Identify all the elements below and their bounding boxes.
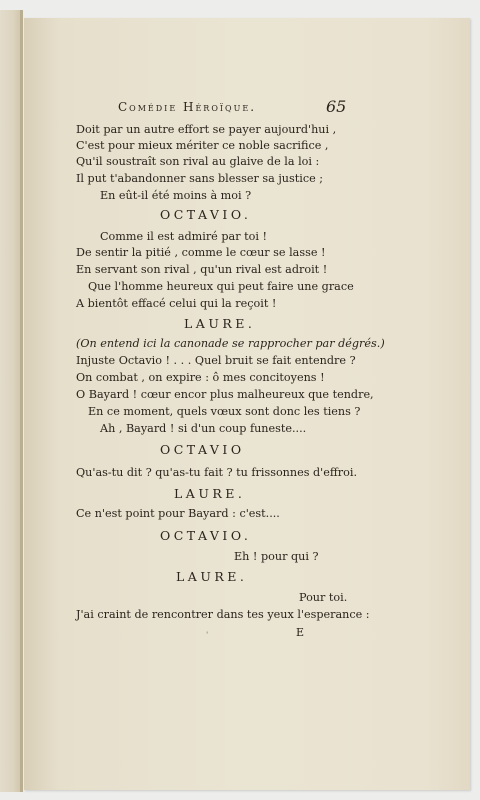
verse-line: En servant son rival , qu'un rival est adroit !	[76, 263, 328, 276]
verse-line: Qu'as-tu dit ? qu'as-tu fait ? tu frissonnes d'effroi.	[76, 466, 358, 479]
verse-line: Eh ! pour qui ?	[234, 550, 319, 563]
speaker-name: OCTAVIO.	[160, 207, 252, 222]
book-page	[24, 18, 470, 790]
speaker-name: LAURE.	[174, 486, 246, 501]
gutter-shadow	[20, 10, 23, 792]
verse-line: C'est pour mieux mériter ce noble sacrifice ,	[76, 139, 329, 152]
verse-line: En ce moment, quels vœux sont donc les tiens ?	[88, 405, 361, 418]
verse-line: Ce n'est point pour Bayard : c'est....	[76, 507, 280, 520]
verse-line: En eût-il été moins à moi ?	[100, 189, 252, 202]
verse-line: Injuste Octavio ! . . . Quel bruit se fait entendre ?	[76, 354, 356, 367]
verse-line: Comme il est admiré par toi !	[100, 230, 267, 243]
speaker-name: OCTAVIO.	[160, 528, 252, 543]
verse-line: Qu'il soustraît son rival au glaive de la loi :	[76, 155, 320, 168]
ink-mark: ˈ	[206, 631, 209, 640]
facing-page-edge	[0, 10, 22, 792]
verse-line: A bientôt effacé celui qui la reçoit !	[76, 297, 277, 310]
verse-line: O Bayard ! cœur encor plus malheureux que tendre,	[76, 388, 374, 401]
stage-direction: (On entend ici la canonade se rapprocher par dégrés.)	[76, 337, 385, 350]
verse-line: Ah , Bayard ! si d'un coup funeste....	[100, 422, 307, 435]
speaker-name: LAURE.	[184, 316, 256, 331]
verse-line: J'ai craint de rencontrer dans tes yeux l'esperance :	[76, 608, 370, 621]
speaker-name: LAURE.	[176, 569, 248, 584]
page-number: 65	[326, 97, 347, 116]
verse-line: Il put t'abandonner sans blesser sa justice ;	[76, 172, 324, 185]
verse-line: On combat , on expire : ô mes concitoyens !	[76, 371, 325, 384]
catchword: E	[296, 626, 305, 639]
verse-line: De sentir la pitié , comme le cœur se lasse !	[76, 246, 326, 259]
verse-line: Pour toi.	[299, 591, 348, 604]
verse-line: Doit par un autre effort se payer aujourd'hui ,	[76, 123, 337, 136]
running-title: Comédie Héroïque.	[118, 100, 257, 114]
verse-line: Que l'homme heureux qui peut faire une grace	[88, 280, 354, 293]
speaker-name: OCTAVIO	[160, 442, 245, 457]
